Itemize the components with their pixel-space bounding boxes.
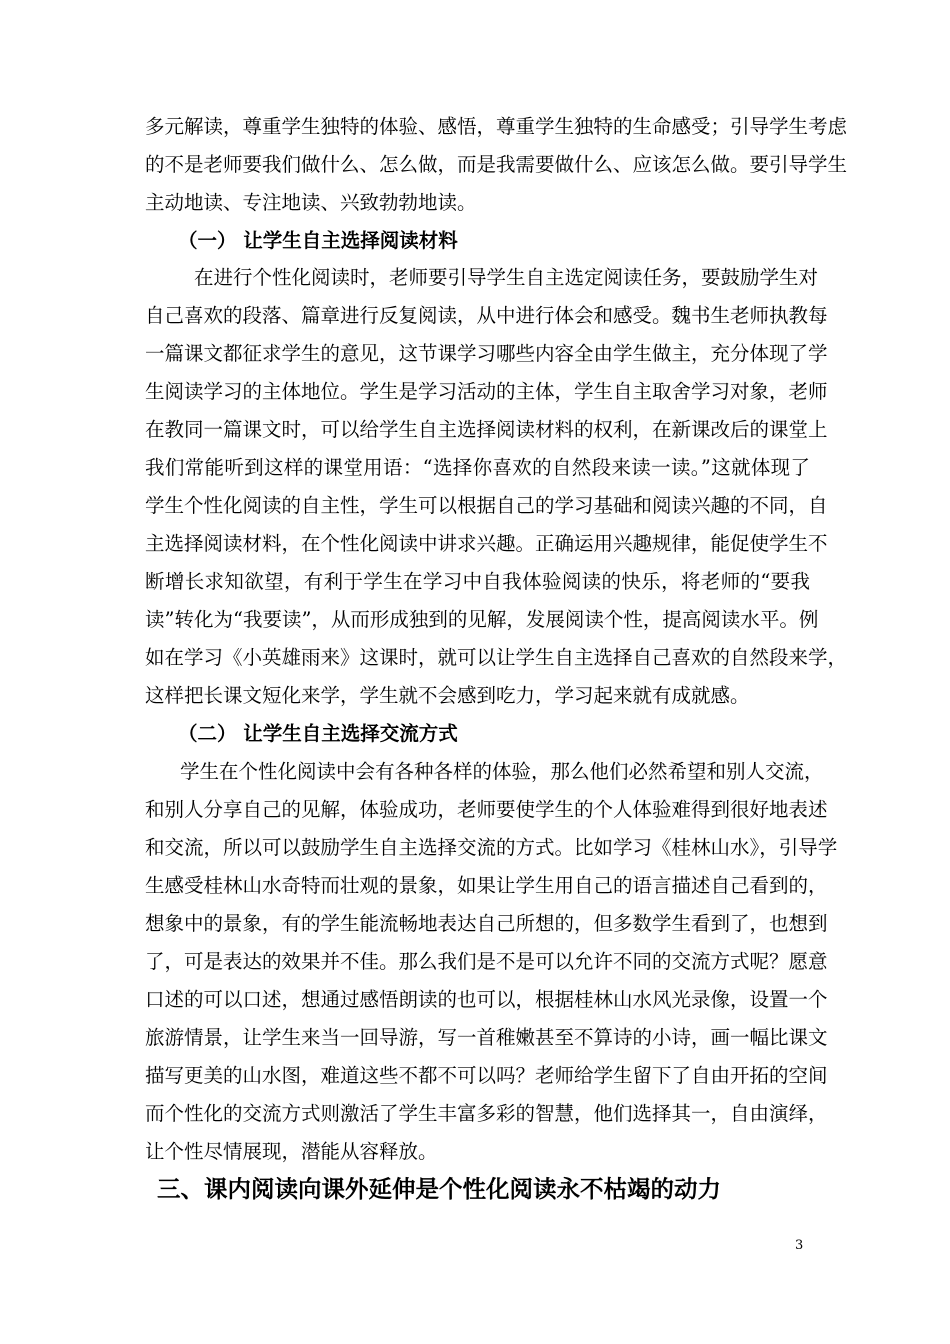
paragraph-line: 多元解读，尊重学生独特的体验、感悟，尊重学生独特的生命感受；引导学生考虑 xyxy=(145,115,848,138)
paragraph-line: 主选择阅读材料，在个性化阅读中讲求兴趣。正确运用兴趣规律，能促使学生不 xyxy=(145,532,828,555)
paragraph-line: 而个性化的交流方式则激活了学生丰富多彩的智慧，他们选择其一，自由演绎， xyxy=(145,1102,828,1125)
paragraph-line: 和交流，所以可以鼓励学生自主选择交流的方式。比如学习《桂林山水》，引导学 xyxy=(145,836,838,859)
paragraph-line: 自己喜欢的段落、篇章进行反复阅读，从中进行体会和感受。魏书生老师执教每 xyxy=(145,304,828,327)
paragraph-line: 想象中的景象，有的学生能流畅地表达自己所想的，但多数学生看到了，也想到 xyxy=(145,912,828,935)
paragraph-line: 断增长求知欲望，有利于学生在学习中自我体验阅读的快乐，将老师的“要我 xyxy=(145,570,810,593)
paragraph-line: 的不是老师要我们做什么、怎么做，而是我需要做什么、应该怎么做。要引导学生 xyxy=(145,153,848,176)
paragraph-line: 主动地读、专注地读、兴致勃勃地读。 xyxy=(145,191,477,214)
chapter-heading: 三、课内阅读向课外延伸是个性化阅读永不枯竭的动力 xyxy=(157,1175,721,1203)
paragraph-line: 了，可是表达的效果并不佳。那么我们是不是可以允许不同的交流方式呢？愿意 xyxy=(145,950,828,973)
paragraph-line: 一篇课文都征求学生的意见，这节课学习哪些内容全由学生做主，充分体现了学 xyxy=(145,342,828,365)
section-heading: （二） 让学生自主选择交流方式 xyxy=(178,722,458,745)
paragraph-line: 在教同一篇课文时，可以给学生自主选择阅读材料的权利，在新课改后的课堂上 xyxy=(145,418,828,441)
paragraph-line: 在进行个性化阅读时，老师要引导学生自主选定阅读任务，要鼓励学生对 xyxy=(194,266,819,289)
paragraph-line: 口述的可以口述，想通过感悟朗读的也可以，根据桂林山水风光录像，设置一个 xyxy=(145,988,828,1011)
paragraph-line: 描写更美的山水图，难道这些不都不可以吗？老师给学生留下了自由开拓的空间 xyxy=(145,1064,828,1087)
section-heading: （一） 让学生自主选择阅读材料 xyxy=(178,229,458,252)
paragraph-line: 和别人分享自己的见解，体验成功，老师要使学生的个人体验难得到很好地表述 xyxy=(145,798,828,821)
paragraph-line: 学生个性化阅读的自主性，学生可以根据自己的学习基础和阅读兴趣的不同，自 xyxy=(145,494,828,517)
paragraph-line: 如在学习《小英雄雨来》这课时，就可以让学生自主选择自己喜欢的自然段来学， xyxy=(145,646,848,669)
paragraph-line: 旅游情景，让学生来当一回导游，写一首稚嫩甚至不算诗的小诗，画一幅比课文 xyxy=(145,1026,828,1049)
paragraph-line: 生感受桂林山水奇特而壮观的景象，如果让学生用自己的语言描述自己看到的， xyxy=(145,874,828,897)
page-number: 3 xyxy=(795,1238,804,1253)
paragraph-line: 读”转化为“我要读”，从而形成独到的见解，发展阅读个性，提高阅读水平。例 xyxy=(145,608,819,631)
paragraph-line: 让个性尽情展现，潜能从容释放。 xyxy=(145,1140,438,1163)
paragraph-line: 学生在个性化阅读中会有各种各样的体验，那么他们必然希望和别人交流， xyxy=(180,760,824,783)
paragraph-line: 这样把长课文短化来学，学生就不会感到吃力，学习起来就有成就感。 xyxy=(145,684,750,707)
paragraph-line: 生阅读学习的主体地位。学生是学习活动的主体，学生自主取舍学习对象，老师 xyxy=(145,380,828,403)
paragraph-line: 我们常能听到这样的课堂用语：“选择你喜欢的自然段来读一读。”这就体现了 xyxy=(145,456,810,479)
